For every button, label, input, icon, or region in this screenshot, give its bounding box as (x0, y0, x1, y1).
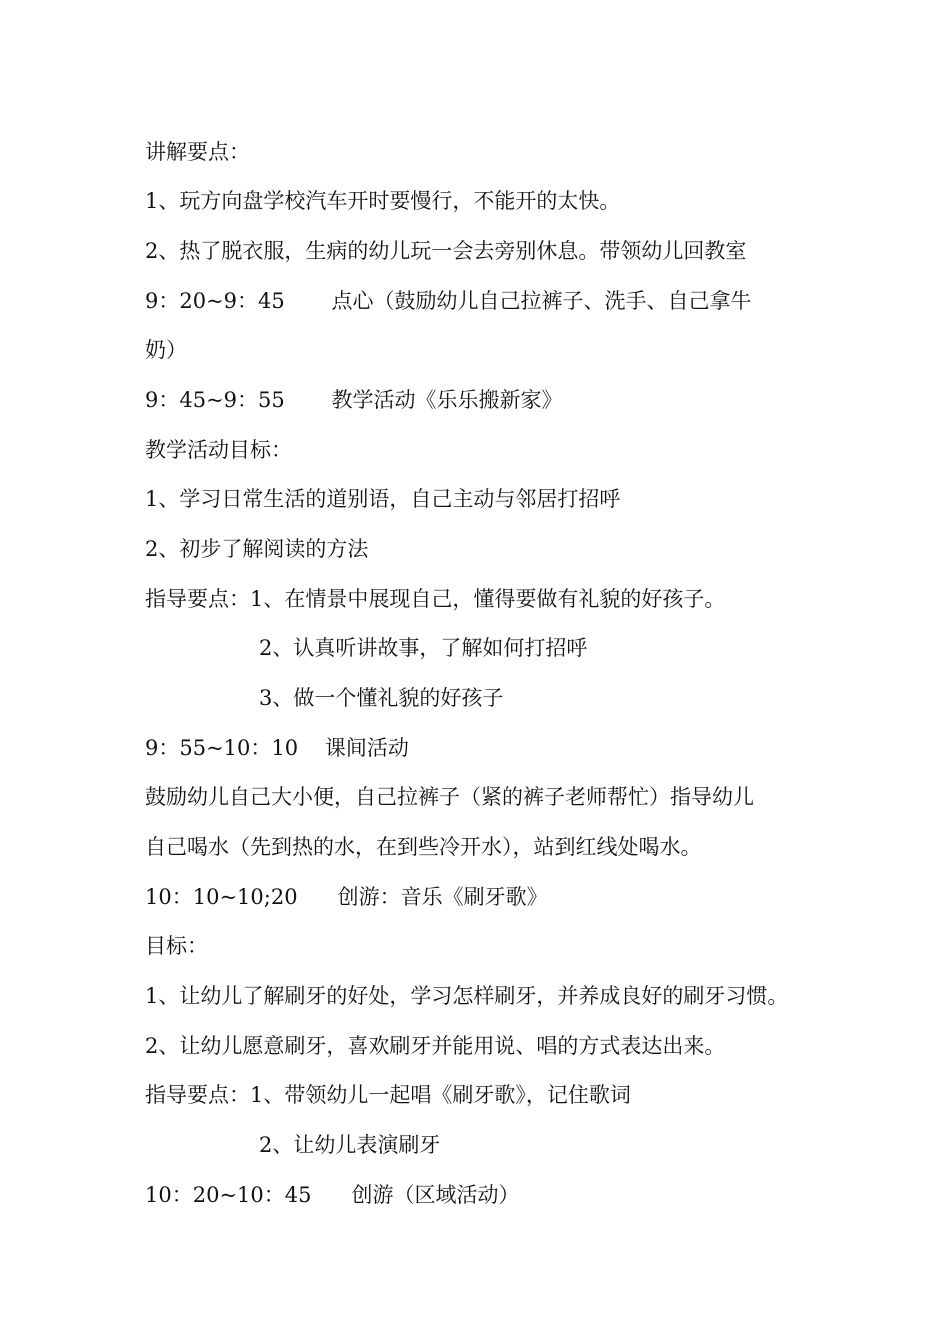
guidance-points-1: 指导要点：1、在情景中展现自己，懂得要做有礼貌的好孩子。 (145, 587, 726, 611)
music-guidance-2: 2、让幼儿表演刷牙 (259, 1133, 441, 1157)
schedule-teaching-activity: 9：45~9：55 教学活动《乐乐搬新家》 (145, 388, 563, 412)
section-heading-explanation: 讲解要点： (145, 140, 250, 164)
teaching-goals-heading: 教学活动目标： (145, 438, 292, 462)
explanation-item-1: 1、玩方向盘学校汽车开时要慢行，不能开的太快。 (145, 189, 621, 213)
music-goal-2: 2、让幼儿愿意刷牙，喜欢刷牙并能用说、唱的方式表达出来。 (145, 1034, 726, 1058)
schedule-snack: 9：20~9：45 点心（鼓励幼儿自己拉裤子、洗手、自己拿牛 (145, 289, 752, 313)
guidance-point-3: 3、做一个懂礼貌的好孩子 (259, 686, 504, 710)
schedule-music: 10：10~10;20 创游：音乐《刷牙歌》 (145, 885, 548, 909)
teaching-goal-2: 2、初步了解阅读的方法 (145, 537, 369, 561)
schedule-break-activity: 9：55~10：10 课间活动 (145, 736, 409, 760)
schedule-snack-continued: 奶） (145, 338, 187, 362)
break-activity-text-1: 鼓励幼儿自己大小便，自己拉裤子（紧的裤子老师帮忙）指导幼儿 (145, 785, 754, 809)
break-activity-text-2: 自己喝水（先到热的水，在到些冷开水），站到红线处喝水。 (145, 835, 702, 859)
music-goal-1: 1、让幼儿了解刷牙的好处，学习怎样刷牙，并养成良好的刷牙习惯。 (145, 984, 789, 1008)
teaching-goal-1: 1、学习日常生活的道别语，自己主动与邻居打招呼 (145, 487, 621, 511)
guidance-point-2: 2、认真听讲故事，了解如何打招呼 (259, 636, 588, 660)
schedule-area-activity: 10：20~10：45 创游（区域活动） (145, 1183, 520, 1207)
music-goals-heading: 目标： (145, 934, 208, 958)
music-guidance-1: 指导要点：1、带领幼儿一起唱《刷牙歌》，记住歌词 (145, 1083, 631, 1107)
explanation-item-2: 2、热了脱衣服，生病的幼儿玩一会去旁别休息。带领幼儿回教室 (145, 239, 747, 263)
